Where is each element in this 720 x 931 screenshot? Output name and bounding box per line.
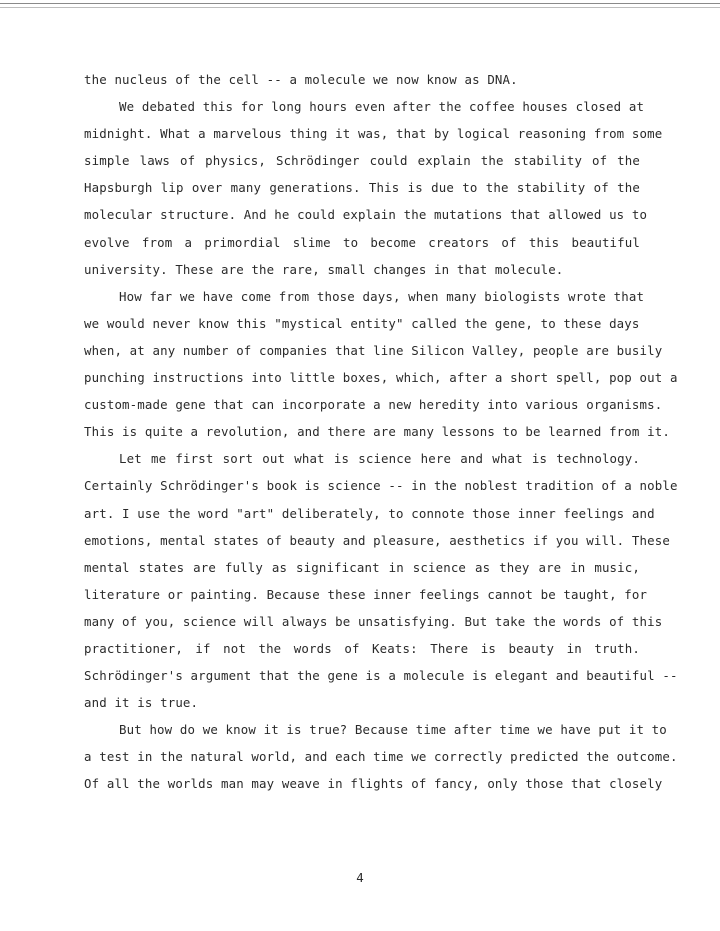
text-line: a test in the natural world, and each time we correctly predicted the outcome.	[84, 749, 678, 765]
text-line: Schrödinger's argument that the gene is a molecule is elegant and beautiful --	[84, 668, 678, 684]
text-line: Of all the worlds man may weave in flights of fancy, only those that closely	[84, 776, 663, 792]
text-line: How far we have come from those days, when many biologists wrote that	[119, 288, 645, 304]
text-line: university. These are the rare, small changes in that molecule.	[84, 261, 564, 277]
text-line: custom-made gene that can incorporate a new heredity into various organisms.	[84, 397, 663, 413]
text-line: literature or painting. Because these inner feelings cannot be taught, for	[84, 586, 648, 602]
text-line: the nucleus of the cell -- a molecule we now know as DNA.	[84, 72, 518, 87]
text-line: mental states are fully as significant in science as they are in music,	[84, 559, 640, 575]
text-line: and it is true.	[84, 695, 199, 711]
text-line: This is quite a revolution, and there are many lessons to be learned from it.	[84, 424, 670, 440]
text-line: We debated this for long hours even after the coffee houses closed at	[119, 99, 645, 115]
text-line: Hapsburgh lip over many generations. This is due to the stability of the	[84, 180, 640, 196]
text-line: simple laws of physics, Schrödinger could explain the stability of the	[84, 153, 640, 169]
text-line: many of you, science will always be unsatisfying. But take the words of this	[84, 613, 663, 629]
document-body	[84, 66, 678, 798]
top-scan-edge	[0, 3, 720, 4]
text-line: punching instructions into little boxes, which, after a short spell, pop out a	[84, 370, 678, 386]
text-line: art. I use the word "art" deliberately, to connote those inner feelings and	[84, 505, 655, 521]
top-scan-edge-faint	[0, 7, 720, 8]
text-line: molecular structure. And he could explain the mutations that allowed us to	[84, 207, 648, 223]
text-line: Certainly Schrödinger's book is science -- in the noblest tradition of a noble	[84, 478, 678, 494]
text-line: evolve from a primordial slime to become creators of this beautiful	[84, 234, 640, 250]
page-number: 4	[356, 870, 364, 885]
text-line: when, at any number of companies that line Silicon Valley, people are busily	[84, 342, 663, 358]
text-line: Let me first sort out what is science here and what is technology.	[119, 451, 640, 467]
text-line: emotions, mental states of beauty and pleasure, aesthetics if you will. These	[84, 532, 670, 548]
text-line: But how do we know it is true? Because time after time we have put it to	[119, 722, 667, 738]
text-line: midnight. What a marvelous thing it was, that by logical reasoning from some	[84, 126, 663, 142]
text-line: practitioner, if not the words of Keats: There is beauty in truth.	[84, 640, 640, 656]
text-line: we would never know this "mystical entity" called the gene, to these days	[84, 315, 640, 331]
